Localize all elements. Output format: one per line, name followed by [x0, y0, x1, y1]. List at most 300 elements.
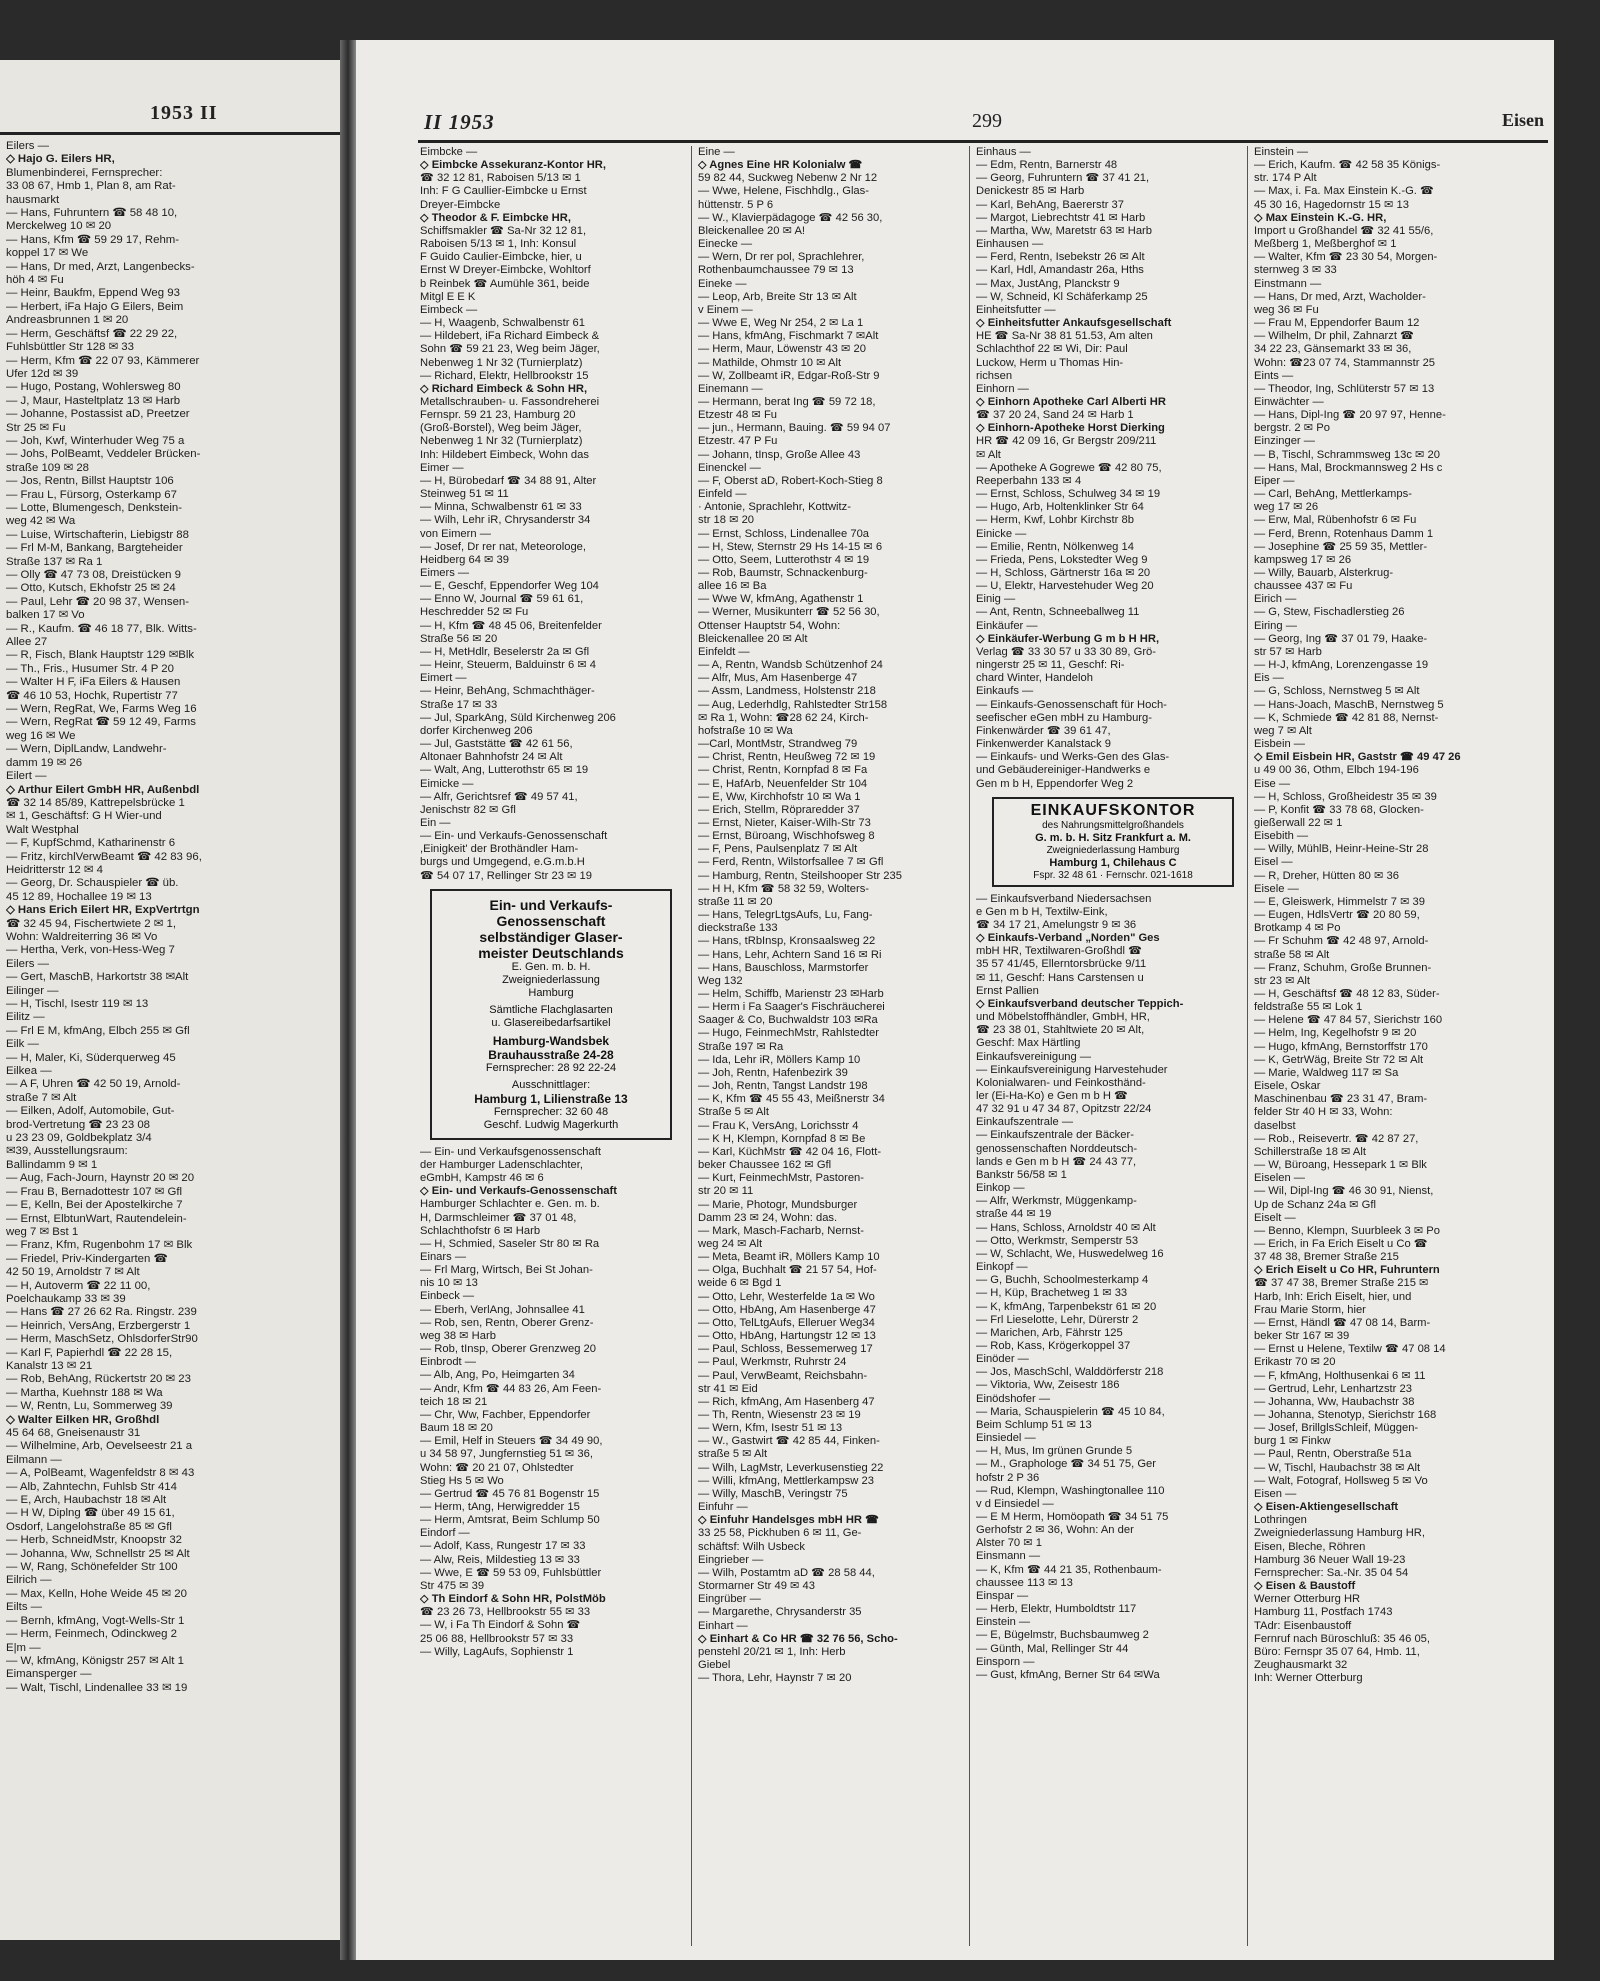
directory-entry-line: — Joh, Rentn, Tangst Landstr 198 [698, 1080, 868, 1093]
directory-entry-line: ☎ 46 10 53, Hochk, Rupertistr 77 [6, 689, 178, 702]
directory-entry-line: Weg 132 [698, 974, 743, 987]
directory-entry-line: — Hans, Dr med, Arzt, Langenbecks- [6, 260, 195, 273]
directory-entry-line: Einspar — [976, 1589, 1029, 1602]
directory-entry-line: — Otto, HbAng, Am Hasenberge 47 [698, 1303, 876, 1316]
ad-phone: Fspr. 32 48 61 · Fernschr. 021-1618 [1033, 869, 1193, 881]
directory-entry-line: Nebenweg 1 Nr 32 (Turnierplatz) [420, 435, 583, 448]
directory-entry-line: Eisen — [1254, 1487, 1297, 1500]
directory-entry-line: Brotkamp 4 ✉ Po [1254, 922, 1341, 935]
directory-entry-line: weg 16 ✉ We [6, 729, 76, 742]
directory-entry-line: Schiffsmakler ☎ Sa-Nr 32 12 81, [420, 224, 587, 237]
directory-entry-line: Einkop — [976, 1182, 1025, 1195]
directory-entry-line: Einenckel — [698, 461, 761, 474]
directory-entry-line: — H, Küp, Brachetweg 1 ✉ 33 [976, 1287, 1128, 1300]
directory-entry-line: — Frl Marg, Wirtsch, Bei St Johan- [420, 1264, 593, 1277]
directory-entry-line: — Leop, Arb, Breite Str 13 ✉ Alt [698, 290, 857, 303]
directory-entry-line: — Ernst, ElbtunWart, Rautendelein- [6, 1212, 187, 1225]
directory-entry-line: — Alb, Zahntechn, Fuhlsb Str 414 [6, 1480, 177, 1493]
directory-entry-line: ◇ Eisen-Aktiengesellschaft [1254, 1501, 1399, 1514]
directory-entry-line: — Marie, Photogr, Mundsburger [698, 1198, 858, 1211]
directory-entry-line: Luckow, Herm u Thomas Hin- [976, 356, 1124, 369]
directory-entry-line: Heidritterstr 12 ✉ 4 [6, 863, 103, 876]
directory-entry-line: — Christ, Rentn, Heußweg 72 ✉ 19 [698, 751, 876, 764]
directory-entry-line: — R., Kaufm. ☎ 46 18 77, Blk. Witts- [6, 622, 197, 635]
directory-entry-line: — Th, Rentn, Wiesenstr 23 ✉ 19 [698, 1409, 861, 1421]
directory-entry-line: — Josephine ☎ 25 59 35, Mettler- [1254, 540, 1428, 553]
directory-entry-line: Finkenwärder ☎ 39 61 47, [976, 724, 1111, 737]
directory-entry-line: Merckelweg 10 ✉ 20 [6, 220, 112, 233]
directory-entry-line: — Georg, Fuhruntern ☎ 37 41 21, [976, 172, 1150, 185]
directory-entry-line: — U, Elektr, Harvestehuder Weg 20 [976, 580, 1154, 593]
directory-entry-line: — W., Gastwirt ☎ 42 85 44, Finken- [698, 1435, 880, 1448]
directory-entry-line: — Alw, Reis, Mildestieg 13 ✉ 33 [420, 1553, 580, 1566]
directory-entry-line: — Hans, Kfm ☎ 59 29 17, Rehm- [6, 233, 180, 246]
directory-entry-line: 37 48 38, Bremer Straße 215 [1254, 1251, 1399, 1264]
directory-entry-line: felder Str 40 H ✉ 33, Wohn: [1254, 1106, 1393, 1119]
directory-entry-line: — Apotheke A Gogrewe ☎ 42 80 75, [976, 461, 1162, 474]
directory-entry-line: Einecke — [698, 238, 753, 251]
ad-line: E. Gen. m. b. H. [511, 960, 591, 973]
directory-entry-line: Str 25 ✉ Fu [6, 421, 66, 434]
directory-entry-line: — G, Schloss, Nernstweg 5 ✉ Alt [1254, 685, 1420, 698]
directory-entry-line: ☎ 23 38 01, Stahltwiete 20 ✉ Alt, [976, 1024, 1145, 1037]
directory-entry-line: Steinweg 51 ✉ 11 [420, 488, 509, 501]
directory-entry-line: — Karl, BehAng, Baererstr 37 [976, 198, 1124, 211]
directory-entry-line: ◇ Einfuhr Handelsges mbH HR ☎ [698, 1514, 880, 1527]
directory-entry-line: Eineke — [698, 277, 747, 290]
directory-entry-line: ningerstr 25 ✉ 11, Geschf: Ri- [976, 659, 1125, 672]
column-2 [698, 146, 962, 1946]
directory-entry-line: Einbeck — [420, 1290, 475, 1303]
directory-entry-line: Baum 18 ✉ 20 [420, 1422, 493, 1435]
directory-entry-line: weg 42 ✉ Wa [6, 515, 76, 528]
directory-entry-line: — Eilken, Adolf, Automobile, Gut- [6, 1105, 175, 1118]
directory-entry-line: — Einkaufszentrale der Bäcker- [976, 1129, 1134, 1142]
directory-entry-line: — Ferd, Brenn, Rotenhaus Damm 1 [1254, 527, 1434, 540]
directory-entry-line: — Karl, KüchMstr ☎ 42 04 16, Flott- [698, 1145, 882, 1158]
directory-entry-line: — Wwe, Helene, Fischhdlg., Glas- [698, 185, 869, 198]
directory-entry-line: eGmbH, Kampstr 46 ✉ 6 [420, 1172, 544, 1185]
directory-entry-line: hofstraße 10 ✉ Wa [698, 724, 793, 737]
directory-entry-line: Bleickenallee 20 ✉ Alt [698, 632, 808, 645]
directory-entry-line: gießerwall 22 ✉ 1 [1254, 816, 1343, 829]
directory-entry-line: — H, Autoverm ☎ 22 11 00, [6, 1279, 151, 1292]
directory-entry-line: der Hamburger Ladenschlachter, [420, 1158, 583, 1171]
directory-entry-line: Einsiedel — [976, 1432, 1036, 1445]
directory-entry-line: — H, Kfm ☎ 48 45 06, Breitenfelder [420, 619, 602, 632]
directory-entry-line: — Herm, Kfm ☎ 22 07 93, Kämmerer [6, 354, 200, 367]
directory-entry-line: — Margot, Liebrechtstr 41 ✉ Harb [976, 211, 1146, 224]
directory-entry-line: — Herbert, iFa Hajo G Eilers, Beim [6, 300, 184, 313]
directory-entry-line: Eingrüber — [698, 1593, 761, 1606]
directory-entry-line: — F, kfmAng, Holthusenkai 6 ✉ 11 [1254, 1369, 1426, 1382]
directory-entry-line: Eimansperger — [6, 1668, 92, 1681]
directory-entry-line: Fernruf nach Büroschluß: 35 46 05, [1254, 1632, 1430, 1645]
directory-entry-line: Büro: Fernspr 35 07 64, Hmb. 11, [1254, 1645, 1420, 1658]
directory-entry-line: Eilrich — [6, 1574, 52, 1587]
directory-entry-line: — Viktoria, Ww, Zeisestr 186 [976, 1379, 1120, 1392]
directory-entry-line: damm 19 ✉ 26 [6, 756, 83, 769]
directory-entry-line: — Paul, Schloss, Bessemerweg 17 [698, 1343, 873, 1356]
directory-entry-line: — H, Bürobedarf ☎ 34 88 91, Alter [420, 474, 597, 487]
ad-line: Zweigniederlassung Hamburg [502, 973, 600, 999]
directory-entry-line: — Alb, Ang, Po, Heimgarten 34 [420, 1369, 575, 1382]
directory-entry-line: Ernst W Dreyer-Eimbcke, Wohltorf [420, 264, 591, 277]
directory-entry-line: — W, Rang, Schönefelder Str 100 [6, 1561, 178, 1574]
directory-entry-line: Einfuhr — [698, 1501, 748, 1514]
directory-entry-line: straße 58 ✉ Alt [1254, 948, 1330, 961]
directory-entry-line: Sohn ☎ 59 21 23, Weg beim Jäger, [420, 343, 600, 356]
ad-line: des Nahrungsmittelgroßhandels [1042, 819, 1184, 831]
directory-entry-line: dorfer Kirchenweg 206 [420, 724, 533, 737]
directory-entry-line: — Rob, sen, Rentn, Oberer Grenz- [420, 1316, 594, 1329]
directory-entry-line: und Gebäudereiniger-Handwerks e [976, 764, 1151, 777]
directory-entry-line: — Fr Schuhm ☎ 42 48 97, Arnold- [1254, 935, 1429, 948]
directory-entry-line: H, Darmschleimer ☎ 37 01 48, [420, 1211, 577, 1224]
directory-entry-line: — Heinrich, VersAng, Erzbergerstr 1 [6, 1319, 191, 1332]
ad-line: Geschf. Ludwig Magerkurth [483, 1118, 619, 1131]
directory-entry-line: — Erich, Kaufm. ☎ 42 58 35 Königs- [1254, 159, 1441, 172]
directory-entry-line: — Ernst, Nieter, Kaiser-Wilh-Str 73 [698, 816, 871, 829]
directory-entry-line: — Aug, Lederhdlg, Rahlstedter Str158 [698, 698, 888, 711]
directory-entry-line: Damm 23 ✉ 24, Wohn: das. [698, 1211, 838, 1224]
directory-entry-line: ◇ Emil Eisbein HR, Gaststr ☎ 49 47 26 [1254, 751, 1461, 764]
directory-entry-line: — Herb, Elektr, Humboldtstr 117 [976, 1603, 1137, 1616]
directory-entry-line: — Johs, PolBeamt, Veddeler Brücken- [6, 448, 201, 461]
directory-entry-line: — Enno W, Journal ☎ 59 61 61, [420, 593, 584, 606]
directory-entry-line: Straße 17 ✉ 33 [420, 698, 498, 711]
directory-entry-line: Straße 197 ✉ Ra [698, 1040, 784, 1053]
directory-entry-line: Einwächter — [1254, 395, 1324, 408]
directory-entry-line: balken 17 ✉ Vo [6, 609, 85, 622]
directory-entry-line: — Heinr, BehAng, Schmachthäger- [420, 685, 595, 698]
glaser-genossenschaft-ad [430, 889, 672, 1140]
directory-entry-line: Denickestr 85 ✉ Harb [976, 185, 1085, 198]
directory-entry-line: koppel 17 ✉ We [6, 247, 89, 260]
directory-entry-line: Eilk — [6, 1038, 39, 1051]
directory-entry-line: · Antonie, Sprachlehr, Kottwitz- [698, 501, 851, 514]
directory-entry-line: — Erich, Stellm, Röpraredder 37 [698, 803, 860, 816]
directory-entry-line: e Gen m b H, Textilw-Eink, [976, 905, 1108, 918]
directory-entry-line: dieckstraße 133 [698, 922, 778, 935]
directory-entry-line: 33 08 67, Hmb 1, Plan 8, am Rat- [6, 180, 176, 193]
directory-entry-line: Finkenwerder Kanalstack 9 [976, 738, 1111, 751]
directory-entry-line: Frau Marie Storm, hier [1254, 1303, 1366, 1316]
ad-line: G. m. b. H. Sitz Frankfurt a. M. [1035, 831, 1191, 844]
column-1-entries-bottom [420, 1146, 684, 1659]
directory-entry-line: — Otto, TelLtgAufs, Elleruer Weg34 [698, 1316, 875, 1329]
directory-entry-line: Hamburg 11, Postfach 1743 [1254, 1606, 1393, 1619]
directory-entry-line: ☎ 32 12 81, Raboisen 5/13 ✉ 1 [420, 172, 581, 185]
directory-entry-line: beker Chaussee 162 ✉ Gfl [698, 1159, 832, 1172]
directory-entry-line: — F, KupfSchmd, Katharinenstr 6 [6, 837, 176, 850]
directory-entry-line: — Hamburg, Rentn, Steilshooper Str 235 [698, 869, 902, 882]
directory-entry-line: — Ernst, Schloss, Lindenallee 70a [698, 527, 870, 540]
directory-entry-line: — Helm, Ing, Kegelhofstr 9 ✉ 20 [1254, 1027, 1417, 1040]
directory-entry-line: — Walt, Ang, Lutterothstr 65 ✉ 19 [420, 764, 589, 777]
book-gutter [340, 40, 356, 1960]
directory-entry-line: Stieg Hs 5 ✉ Wo [420, 1474, 504, 1487]
directory-entry-line: — Hugo, Arb, Holtenklinker Str 64 [976, 501, 1144, 514]
directory-entry-line: Eilmann — [6, 1453, 62, 1466]
directory-entry-line: — H, Schloss, Großheidestr 35 ✉ 39 [1254, 790, 1437, 803]
directory-entry-line: Gerhofstr 2 ✉ 36, Wohn: An der [976, 1524, 1134, 1537]
directory-entry-line: Eisen, Bleche, Röhren [1254, 1540, 1366, 1553]
directory-entry-line: Eis — [1254, 672, 1284, 685]
directory-entry-line: Fernspr. 59 21 23, Hamburg 20 [420, 409, 576, 422]
directory-entry-line: Eilitz — [6, 1011, 45, 1024]
ad-address: Hamburg 1, Chilehaus C [1049, 856, 1177, 869]
directory-entry-line: — E, Arch, Haubachstr 18 ✉ Alt [6, 1494, 167, 1507]
directory-entry-line: — Karl, Hdl, Amandastr 26a, Hths [976, 264, 1144, 277]
directory-entry-line: — Hans, TelegrLtgsAufs, Lu, Fang- [698, 909, 873, 922]
directory-entry-line: — Frl E M, kfmAng, Elbch 255 ✉ Gfl [6, 1024, 190, 1037]
directory-entry-line: ◇ Einkaufs-Verband „Norden" Ges [976, 932, 1160, 945]
directory-entry-line: Ufer 12d ✉ 39 [6, 367, 79, 380]
directory-entry-line: 35 57 41/45, Ellerntorsbrücke 9/11 [976, 958, 1147, 971]
directory-entry-line: Eine — [698, 146, 735, 158]
directory-entry-line: Eiper — [1254, 474, 1295, 487]
directory-entry-line: Einhart — [698, 1619, 748, 1632]
directory-entry-line: — H, Waagenb, Schwalbenstr 61 [420, 317, 585, 330]
directory-entry-line: — Joh, Rentn, Hafenbezirk 39 [698, 1066, 848, 1079]
directory-entry-line: 45 64 68, Gneisenaustr 31 [6, 1427, 141, 1439]
directory-entry-line: Eiselen — [1254, 1172, 1305, 1185]
directory-entry-line: allee 16 ✉ Ba [698, 580, 767, 593]
directory-entry-line: — Max, JustAng, Planckstr 9 [976, 277, 1120, 290]
directory-entry-line: Zweigniederlassung Hamburg HR, [1254, 1527, 1425, 1540]
ad-phone: Fernsprecher: 28 92 22-24 [485, 1061, 617, 1074]
directory-entry-line: — Jos, MaschSchl, Walddörferstr 218 [976, 1366, 1164, 1379]
directory-entry-line: — E, Gleiswerk, Himmelstr 7 ✉ 39 [1254, 895, 1426, 908]
directory-entry-line: Etzestr. 47 P Fu [698, 435, 778, 448]
directory-entry-line: — Lotte, Blumengesch, Denkstein- [6, 501, 183, 514]
directory-entry-line: ◇ Hans Erich Eilert HR, ExpVertrtgn [6, 904, 200, 917]
directory-entry-line: — Rob, tInsp, Oberer Grenzweg 20 [420, 1343, 596, 1356]
directory-entry-line: bergstr. 2 ✉ Po [1254, 422, 1330, 435]
directory-entry-line: ✉39, Ausstellungsraum: [6, 1145, 128, 1158]
directory-entry-line: — Günth, Mal, Rellinger Str 44 [976, 1642, 1129, 1655]
directory-entry-line: —Carl, MontMstr, Strandweg 79 [698, 738, 858, 751]
directory-entry-line: straße 44 ✉ 19 [976, 1208, 1052, 1221]
directory-entry-line: Einhorn — [976, 382, 1029, 395]
directory-entry-line: — Otto, HbAng, Hartungstr 12 ✉ 13 [698, 1330, 876, 1343]
directory-entry-line: ◇ Einhart & Co HR ☎ 32 76 56, Scho- [698, 1632, 898, 1645]
directory-entry-line: weg 17 ✉ 26 [1254, 501, 1319, 514]
directory-entry-line: Wohn: ☎ 20 21 07, Ohlstedter [420, 1461, 574, 1474]
directory-entry-line: Einsmann — [976, 1550, 1041, 1563]
directory-entry-line: Eilkea — [6, 1065, 52, 1078]
directory-entry-line: richsen [976, 369, 1013, 382]
directory-entry-line: — Marichen, Arb, Fährstr 125 [976, 1326, 1123, 1339]
directory-entry-line: — Eberh, VerlAng, Johnsallee 41 [420, 1303, 585, 1316]
directory-entry-line: — Hermann, berat Ing ☎ 59 72 18, [698, 395, 876, 408]
directory-entry-line: Einstein — [976, 1616, 1031, 1629]
header-rule [418, 140, 1548, 143]
directory-entry-line: ◇ Arthur Eilert GmbH HR, Außenbdl [6, 783, 200, 796]
directory-entry-line: — Paul, VerwBeamt, Reichsbahn- [698, 1369, 868, 1382]
directory-entry-line: höh 4 ✉ Fu [6, 274, 64, 287]
directory-entry-line: — Hans, Dipl-Ing ☎ 20 97 97, Henne- [1254, 409, 1446, 422]
directory-entry-line: Einicke — [976, 527, 1027, 540]
directory-entry-line: — Emilie, Rentn, Nölkenweg 14 [976, 540, 1134, 553]
directory-entry-line: — W, Rentn, Lu, Sommerweg 39 [6, 1400, 173, 1413]
directory-entry-line: — Herm, Amtsrat, Beim Schlump 50 [420, 1514, 600, 1527]
directory-entry-line: — Joh, Kwf, Winterhuder Weg 75 a [6, 434, 185, 447]
directory-entry-line: — K H, Klempn, Kornpfad 8 ✉ Be [698, 1132, 866, 1145]
directory-entry-line: — Fritz, kirchlVerwBeamt ☎ 42 83 96, [6, 850, 202, 863]
directory-entry-line: — Franz, Kfm, Rugenbohm 17 ✉ Blk [6, 1239, 193, 1252]
directory-entry-line: Eilinger — [6, 984, 59, 997]
directory-entry-line: str 23 ✉ Alt [1254, 974, 1311, 987]
directory-entry-line: straße 109 ✉ 28 [6, 461, 89, 474]
directory-entry-line: Einemann — [698, 382, 763, 395]
column-1-entries-top [420, 146, 684, 883]
directory-entry-line: ☎ 54 07 17, Rellinger Str 23 ✉ 19 [420, 869, 592, 882]
directory-entry-line: — Ernst, Schloss, Schulweg 34 ✉ 19 [976, 488, 1161, 501]
directory-entry-line: Geschf: Max Härtling [976, 1037, 1081, 1050]
directory-entry-line: — Hugo, Postang, Wohlersweg 80 [6, 381, 181, 394]
directory-entry-line: Wohn: Waldreiterring 36 ✉ Vo [6, 930, 158, 943]
directory-entry-line: kampsweg 17 ✉ 26 [1254, 553, 1352, 566]
directory-entry-line: ,Einigkeit' der Brothändler Ham- [420, 843, 579, 856]
directory-entry-line: — Josef, BrillglsSchleif, Müggen- [1254, 1422, 1419, 1435]
directory-entry-line: — W, kfmAng, Königstr 257 ✉ Alt 1 [6, 1654, 184, 1667]
directory-entry-line: — F, Pens, Paulsenplatz 7 ✉ Alt [698, 843, 858, 856]
directory-entry-line: beker Str 167 ✉ 39 [1254, 1330, 1350, 1343]
directory-entry-line: — Max, Kelln, Hohe Weide 45 ✉ 20 [6, 1587, 187, 1600]
directory-entry-line: Straße 56 ✉ 20 [420, 632, 498, 645]
directory-entry-line: — Assm, Landmess, Holstenstr 218 [698, 685, 876, 698]
directory-entry-line: — H-J, kfmAng, Lorenzengasse 19 [1254, 659, 1429, 672]
directory-entry-line: — Paul, Rentn, Oberstraße 51a [1254, 1448, 1412, 1461]
directory-entry-line: — Luise, Wirtschafterin, Liebigstr 88 [6, 528, 189, 541]
directory-entry-line: hofstr 2 P 36 [976, 1471, 1040, 1484]
directory-entry-line: Saager & Co, Buchwaldstr 103 ✉Ra [698, 1014, 878, 1027]
directory-entry-line: — Rob, Kass, Krögerkoppel 37 [976, 1339, 1131, 1352]
directory-entry-line: — Jul, Gaststätte ☎ 42 61 56, [420, 738, 573, 751]
directory-entry-line: Etzestr 48 ✉ Fu [698, 409, 778, 422]
directory-entry-line: Andreasbrunnen 1 ✉ 20 [6, 314, 129, 327]
directory-entry-line: — Einkaufs-Genossenschaft für Hoch- [976, 698, 1167, 711]
directory-entry-line: — Martha, Kuehnstr 188 ✉ Wa [6, 1386, 163, 1399]
directory-entry-line: ◇ Eisen & Baustoff [1254, 1580, 1356, 1593]
directory-entry-line: — E, Kelln, Bei der Apostelkirche 7 [6, 1199, 183, 1212]
directory-entry-line: Harb, Inh: Erich Eiselt, hier, und [1254, 1290, 1412, 1303]
directory-entry-line: — Gertrud, Lehr, Lenhartzstr 23 [1254, 1382, 1412, 1395]
directory-entry-line: Fernsprecher: Sa.-Nr. 35 04 54 [1254, 1566, 1409, 1579]
directory-entry-line: Einödshofer — [976, 1392, 1051, 1405]
directory-entry-line: ◇ Hajo G. Eilers HR, [6, 153, 115, 166]
directory-entry-line: Maschinenbau ☎ 23 31 47, Bram- [1254, 1093, 1428, 1106]
directory-entry-line: Metallschrauben- u. Fassondreherei [420, 395, 600, 408]
directory-entry-line: Raboisen 5/13 ✉ 1, Inh: Konsul [420, 238, 577, 251]
directory-entry-line: (Groß-Borstel), Weg beim Jäger, [420, 422, 582, 435]
column-divider [969, 146, 970, 1946]
directory-entry-line: — Walt, Tischl, Lindenallee 33 ✉ 19 [6, 1681, 188, 1694]
directory-entry-line: — Herm, MaschSetz, OhlsdorferStr90 [6, 1333, 198, 1346]
directory-entry-line: — W., Klavierpädagoge ☎ 42 56 30, [698, 211, 883, 224]
directory-entry-line: — Johanna, Ww, Schnellstr 25 ✉ Alt [6, 1547, 190, 1560]
directory-entry-line: Osdorf, Langelohstraße 85 ✉ Gfl [6, 1520, 172, 1533]
directory-entry-line: — Georg, Dr. Schauspieler ☎ üb. [6, 877, 179, 890]
directory-entry-line: Erikastr 70 ✉ 20 [1254, 1356, 1336, 1369]
directory-entry-line: — Paul, Werkmstr, Ruhrstr 24 [698, 1356, 847, 1369]
directory-entry-line: Eimers — [420, 567, 470, 579]
directory-entry-line: — Wern, RegRat, We, Farms Weg 16 [6, 703, 197, 716]
directory-entry-line: — W, i Fa Th Eindorf & Sohn ☎ [420, 1619, 581, 1632]
directory-entry-line: — K, Kfm ☎ 44 21 35, Rothenbaum- [976, 1563, 1162, 1576]
directory-entry-line: — Ferd, Rentn, Wilstorfsallee 7 ✉ Gfl [698, 856, 884, 869]
directory-entry-line: Schillerstraße 18 ✉ Alt [1254, 1145, 1366, 1158]
directory-entry-line: — Hans, kfmAng, Fischmarkt 7 ✉Alt [698, 330, 879, 343]
directory-entry-line: — Wilhelmine, Arb, Oevelseestr 21 a [6, 1440, 193, 1453]
directory-entry-line: Eimbcke — [420, 146, 478, 158]
directory-entry-line: — K, kfmAng, Tarpenbekstr 61 ✉ 20 [976, 1300, 1157, 1313]
directory-entry-line: — Hans, tRbInsp, Kronsaalsweg 22 [698, 935, 876, 948]
directory-entry-line: chaussee 113 ✉ 13 [976, 1576, 1073, 1589]
directory-entry-line: Einfeldt — [698, 645, 750, 658]
directory-entry-line: Einkopf — [976, 1261, 1028, 1274]
directory-entry-line: — A F, Uhren ☎ 42 50 19, Arnold- [6, 1078, 181, 1091]
directory-entry-line: Ein — [420, 816, 451, 829]
directory-entry-line: ◇ Einhorn-Apotheke Horst Dierking [976, 422, 1165, 435]
directory-entry-line: Eilts — [6, 1601, 43, 1614]
directory-entry-line: hüttenstr. 5 P 6 [698, 198, 774, 211]
directory-entry-line: ◇ Richard Eimbeck & Sohn HR, [420, 382, 588, 395]
directory-entry-line: Heidberg 64 ✉ 39 [420, 553, 509, 566]
directory-entry-line: — Alfr, Mus, Am Hasenberge 47 [698, 672, 858, 685]
directory-entry-line: — H, Schloss, Gärtnerstr 16a ✉ 20 [976, 567, 1151, 579]
directory-entry-line: Wohn: ☎23 07 74, Stammannstr 25 [1254, 356, 1436, 369]
directory-entry-line: — Ein- und Verkaufs-Genossenschaft [420, 830, 608, 843]
directory-entry-line: ☎ 32 14 85/89, Kattrepelsbrücke 1 [6, 796, 185, 809]
directory-entry-line: Hamburger Schlachter e. Gen. m. b. [420, 1198, 600, 1211]
directory-entry-line: ler (Ei-Ha-Ko) e Gen m b H ☎ [976, 1090, 1128, 1102]
directory-entry-line: — Rob, BehAng, Rückertstr 20 ✉ 23 [6, 1373, 191, 1386]
directory-entry-line: — Herb, SchneidMstr, Knoopstr 32 [6, 1534, 183, 1547]
directory-entry-line: — P, Konfit ☎ 33 78 68, Glocken- [1254, 803, 1424, 816]
directory-entry-line: — W, Tischl, Haubachstr 38 ✉ Alt [1254, 1461, 1421, 1474]
directory-entry-line: weg 24 ✉ Alt [698, 1237, 763, 1250]
directory-entry-line: — jun., Hermann, Bauing. ☎ 59 94 07 [698, 422, 891, 435]
directory-entry-line: — Edm, Rentn, Barnerstr 48 [976, 159, 1118, 172]
directory-entry-line: Einstein — [1254, 146, 1309, 158]
directory-entry-line: — Willy, LagAufs, Sophienstr 1 [420, 1645, 574, 1658]
directory-entry-line: — Hildebert, iFa Richard Eimbeck & [420, 330, 600, 343]
directory-entry-line: — Benno, Klempn, Suurbleek 3 ✉ Po [1254, 1224, 1440, 1237]
directory-entry-line: Eisebith — [1254, 830, 1309, 843]
directory-entry-line: Einars — [420, 1251, 467, 1263]
directory-entry-line: Poelchaukamp 33 ✉ 39 [6, 1292, 126, 1305]
column-3 [976, 146, 1240, 1946]
directory-entry-line: Einkaufs — [976, 685, 1034, 698]
directory-entry-line: — H, Schmied, Saseler Str 80 ✉ Ra [420, 1237, 600, 1250]
directory-entry-line: genossenschaften Norddeutsch- [976, 1142, 1138, 1155]
directory-entry-line: — Erw, Mal, Rübenhofstr 6 ✉ Fu [1254, 514, 1417, 527]
directory-entry-line: Eindorf — [420, 1527, 470, 1540]
directory-entry-line: nis 10 ✉ 13 [420, 1277, 478, 1290]
directory-entry-line: — Gertrud ☎ 45 76 81 Bogenstr 15 [420, 1487, 600, 1500]
directory-entry-line: — W, Büroang, Hessepark 1 ✉ Blk [1254, 1159, 1427, 1172]
column-4 [1254, 146, 1518, 1946]
directory-entry-line: — Walter, Kfm ☎ 23 30 54, Morgen- [1254, 251, 1438, 264]
directory-entry-line: straße 5 ✉ Alt [698, 1448, 768, 1461]
directory-entry-line: straße 7 ✉ Alt [6, 1091, 77, 1104]
directory-entry-line: — Minna, Schwalbenstr 61 ✉ 33 [420, 501, 582, 514]
directory-entry-line: — G, Stew, Fischadlerstieg 26 [1254, 606, 1405, 619]
directory-entry-line: — Willi, kfmAng, Mettlerkampsw 23 [698, 1474, 874, 1487]
